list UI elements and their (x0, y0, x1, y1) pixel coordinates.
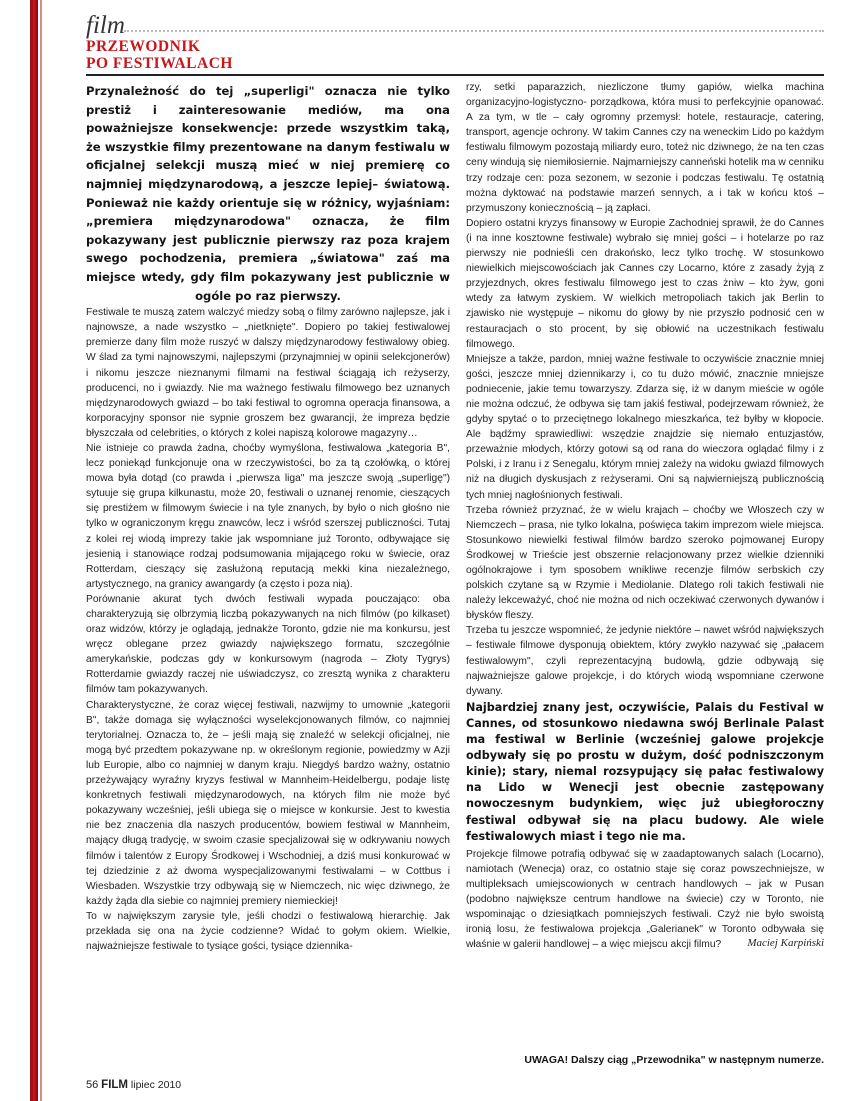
page-edge-red-bar (30, 0, 38, 1101)
body-paragraph: Projekcje filmowe potrafią odbywać się w zaadaptowanych salach (Locarno), namiotach (Wenecja) oraz, co ostatnio staje się coraz powszechniejsze, w multipleksach umiejscowionych w centrach handlowych – jak w Pusan (podobno największe centrum handlowe na świecie) czy w Toronto, nie wspominając o dziesiątkach pomniejszych festiwali. Czyż nie było swoistą ironią losu, że festiwalowa projekcja „Galerianek" w Toronto odbywała się właśnie w galerii handlowej – a więc miejscu akcji filmu? (466, 848, 824, 951)
section-label: film (86, 12, 125, 39)
author-signature: Maciej Karpiński (747, 937, 824, 950)
body-paragraph: Nie istnieje co prawda żadna, choćby wymyślona, festiwalowa „kategoria B", lecz poniekąd funkcjonuje ona w rzeczywistości, bo za tą czołówką, o której mowa była dotąd (co prawda i „pierwsza liga" ma jeszcze swoją „superligę") sytuuje się grupa kilkunastu, może 20, festiwali o uznanej renomie, cieszących się prestiżem w filmowym świecie i na tyle znanych, by było o nich głośno nie tylko w ograniczonym kręgu znawców, lecz i wśród szerszej publiczności. Tutaj z kolei rej wiodą imprezy takie jak wspomniane już Toronto, odbywające się jesienią i stanowiące rodzaj podsumowania mijającego roku w świecie, oraz Rotterdam, cieszący się zasłużoną reputacją mekki kina niezależnego, artystycznego, na granicy awangardy (a często i poza nią). (86, 442, 450, 590)
page-footer (86, 1079, 181, 1091)
body-paragraph: Charakterystyczne, że coraz więcej festiwali, nazwijmy to umownie „kategorii B", także domaga się wyłączności wyselekcjonowanych filmów, co najmniej terytorialnej. Oznacza to, że – jeśli mają się znaleźć w selekcji oficjalnej, nie mogą być przedtem pokazywane np. w określonym regionie, powiedzmy w Azji lub Europie, albo co najmniej w danym kraju. Niegdyś bardzo ważny, ostatnio przeżywający wyraźny kryzys festiwal w Mannheim-Heidelbergu, podaje listę konkretnych festiwali międzynarodowych, na których film nie może być pokazywany wcześniej, jeśli ubiega się o miejsce w konkursie. Jest to kwestia nie bez znaczenia dla naszych producentów, bowiem festiwal w Mannheim, mający długą tradycję, w swoim czasie specjalizował się w odkrywaniu nowych filmów i talentów z Europy Środkowej i Wschodniej, a dziś musi konkurować w tej dziedzinie z aż dwoma wyspecjalizowanymi festiwalami – w Cottbus i Wiesbaden. Wszystkie trzy odbywają się w Niemczech, nic więc dziwnego, że każdy żąda dla siebie co najmniej premiery niemieckiej! (86, 699, 450, 907)
body-paragraph: Trzeba również przyznać, że w wielu krajach – choćby we Włoszech czy w Niemczech – prasa, nie tylko lokalna, poświęca takim imprezom wiele miejsca. Stosunkowo niewielki festiwal filmów bardzo szeroko pojmowanej Europy Środkowej w Trieście jest obszernie relacjonowany przez wielkie dzienniki ogólnokrajowe i tym sposobem wnikliwe recenzje filmów serbskich czy polskich czytane są w Rzymie i Mediolanie. Dlatego roli takich festiwali nie należy lekceważyć, choć nie można od nich oczekiwać czerwonych dywanów i błysków fleszy. (466, 504, 824, 622)
body-paragraph: Trzeba tu jeszcze wspomnieć, że jedynie niektóre – nawet wśród największych – festiwale filmowe dysponują obiektem, który zwykło nazywać się „pałacem festiwalowym", czyli reprezentacyjną budowlą, gdzie odbywają się najważniejsze galowe projekcje, i do których wiodą wspomniane czerwone dywany. (466, 625, 824, 697)
right-column (466, 80, 824, 949)
magazine-name: FILM (101, 1079, 128, 1091)
continuation-note: UWAGA! Dalszy ciąg „Przewodnika" w następnym numerze. (524, 1054, 824, 1066)
body-paragraph: To w największym zarysie tyle, jeśli chodzi o festiwalową hierarchię. Jak przekłada się ona na życie codzienne? Widać to gołym okiem. Wielkie, najważniejsze festiwale to tysiące gości, tysiące dziennika- (86, 910, 450, 953)
body-paragraph: Porównanie akurat tych dwóch festiwali wypada pouczająco: oba charakteryzują się olbrzymią liczbą pokazywanych na nich filmów (po kilkaset) oraz widzów, którzy je oglądają, jednakże Toronto, gdzie nie ma konkursu, jest wręcz oblegane przez gwiazdy największego formatu, szczególnie amerykańskie, podczas gdy w konkursowym (nagroda – Złoty Tygrys) Rotterdamie gwiazdy raczej nie uświadczysz, co zresztą wynika z charakteru filmów tam pokazywanych. (86, 593, 450, 696)
page-edge-red-line (40, 0, 42, 1101)
issue-date: lipiec 2010 (130, 1079, 182, 1091)
page-number: 56 (86, 1079, 99, 1091)
header-dotted-rule (124, 30, 824, 32)
lead-paragraph: Przynależność do tej „superligi" oznacza nie tylko prestiż i zainteresowanie mediów, ma ona poważniejsze konsekwencje: przede wszystkim taką, że wszystkie filmy prezentowane na danym festiwalu w oficjalnej selekcji muszą mieć w niej premierę co najmniej międzynarodową, a jeszcze lepiej– światową. Ponieważ nie każdy orientuje się w różnicy, wyjaśniam: „premiera międzynarodowa" oznacza, że film pokazywany jest publicznie pierwszy raz poza krajem swego pochodzenia, premiera „światowa" zaś ma miejsce wtedy, gdy film pokazywany jest publicznie w ogóle po raz pierwszy. (86, 84, 450, 303)
body-paragraph: Dopiero ostatni kryzys finansowy w Europie Zachodniej sprawił, że do Cannes (i na inne kosztowne festiwale) wybrało się mniej gości – i hotelarze po raz pierwszy nie podnieśli cen drakońsko, lecz tylko trochę. W stosunkowo niewielkich miejscowościach jak Cannes czy Locarno, które z zasady żyją z przyjezdnych, okres festiwalu filmowego jest to czas żniw – kto żyw, goni wtedy za łatwym zyskiem. W wielkich metropoliach takich jak Berlin to zjawisko nie występuje – nikomu do głowy by nie przyszło podnosić cen w restauracjach o sto procent, by się obłowić na uczestnikach festiwalu filmowego. (466, 217, 824, 350)
article-title-line-2: PO FESTIWALACH (86, 55, 233, 72)
highlight-paragraph: Najbardziej znany jest, oczywiście, Palais du Festival w Cannes, od stosunkowo niedawna swój Berlinale Palast ma festiwal w Berlinie (wcześniej galowe projekcje odbywały się po prostu w dużym, dość podniszczonym kinie); stary, niemal rozsypujący się pałac festiwalowy na Lido w Wenecji jest obecnie zastępowany nowoczesnym budynkiem, więc już ubiegłoroczny festiwal odbywał się na placu budowy. Ale wiele festiwalowych miast i tego nie ma. (466, 700, 824, 843)
left-column (86, 80, 450, 954)
header-rule (86, 74, 824, 76)
article-title-line-1: PRZEWODNIK (86, 38, 201, 55)
body-paragraph: Festiwale te muszą zatem walczyć miedzy sobą o filmy zarówno najlepsze, jak i najnowsze, a nade wszystko – „nietknięte". Dopiero po takiej festiwalowej premierze dany film może ruszyć w dalszy międzynarodowy festiwalowy obieg. W ślad za tymi najnowszymi, najlepszymi (przynajmniej w opinii selekcjonerów) i nikomu jeszcze nieznanymi filmami na festiwal ściągają ich reżyserzy, producenci, no i gwiazdy. Nie ma ważnego festiwalu filmowego bez uznanych międzynarodowych gwiazd – bo taki festiwal to ogromna operacja finansowa, a korporacyjny sponsor nie sypnie groszem bez gwarancji, że impreza będzie błyszczała od celebrities, o których z kolei napiszą kolorowe magazyny… (86, 307, 450, 439)
body-paragraph: rzy, setki paparazzich, niezliczone tłumy gapiów, wielka machina organizacyjno-logistyczno- porządkowa, która musi to perfekcyjnie opanować. A za tym, w tle – cały ogromny przemysł: hotele, restauracje, catering, transport, agencje ochrony. W takim Cannes czy na weneckim Lido po każdym festiwalu filmowym pozostają miliardy euro, toteż nic dziwnego, że na ten czas ceny windują się niemiłosiernie. Najmarniejszy canneński hotelik ma w cenniku trzy rodzaje cen: poza sezonem, w sezonie i podczas festiwalu. Tę ostatnią można dyktować na podstawie marzeń sennych, a i tak w końcu ktoś – przymuszony koniecznością – ją zapłaci. (466, 82, 824, 214)
body-paragraph: Mniejsze a także, pardon, mniej ważne festiwale to oczywiście znacznie mniej gości, jeszcze mniej dziennikarzy i, co tu dużo mówić, znacznie mniejsze podniecenie, jakie temu towarzyszy. Zdarza się, iż w danym mieście w ogóle nie można odczuć, że odbywa się tam jakiś festiwal, podejrzewam również, że gdyby spytać o to przeciętnego lokalnego mieszkańca, też byłby w kłopocie. Ale bądźmy sprawiedliwi: wszędzie znajdzie się niemało entuzjastów, przeważnie młodych, którzy gotowi są od rana do wieczora oglądać filmy i z Polski, i z Iranu i z Senegalu, którym mniej zależy na widoku gwiazd filmowych niż na długich dyskusjach z reżyserami. Oni są najwierniejszą publicznością tych mniej nagłośnionych festiwali. (466, 353, 824, 501)
